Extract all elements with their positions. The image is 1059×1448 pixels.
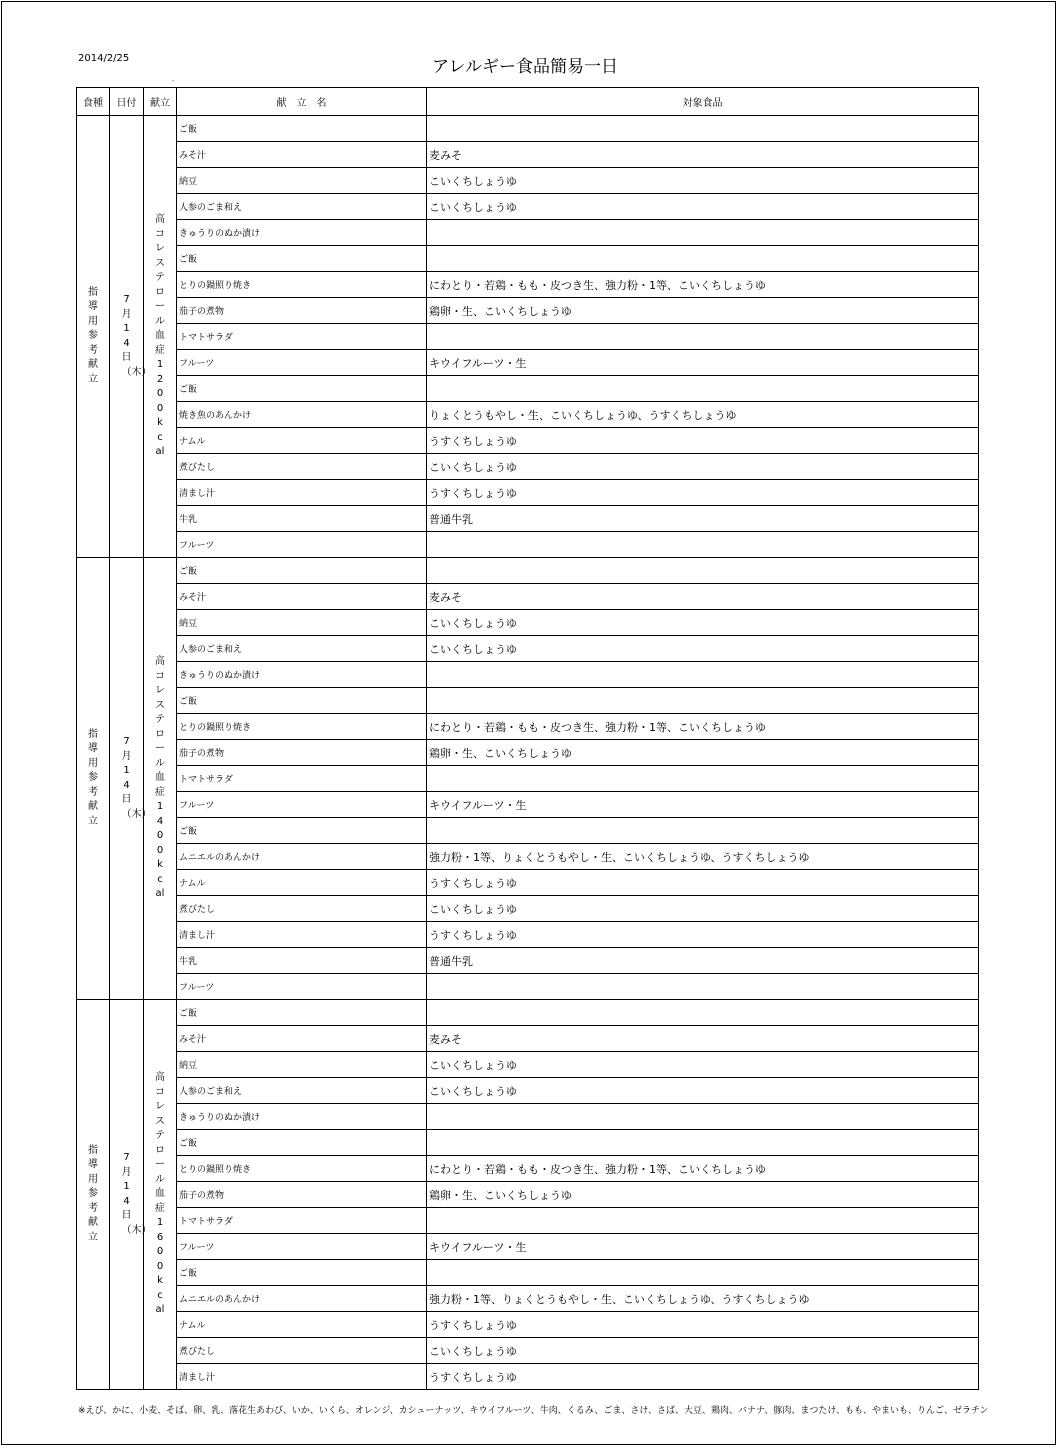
dish-name-cell: ご飯 — [177, 1000, 427, 1026]
table-row — [77, 766, 979, 792]
dish-name-cell: ご飯 — [177, 818, 427, 844]
target-food-cell — [427, 974, 979, 1000]
dish-name-cell: みそ汁 — [177, 584, 427, 610]
target-food-cell: 鶏卵・生、こいくちしょうゆ — [427, 298, 979, 324]
dish-name-cell: 煮びたし — [177, 896, 427, 922]
target-food-cell — [427, 116, 979, 142]
target-food-cell — [427, 376, 979, 402]
date-cell — [110, 558, 152, 1000]
target-food-cell — [427, 246, 979, 272]
table-row — [77, 636, 979, 662]
target-food-cell: こいくちしょうゆ — [427, 1338, 979, 1364]
target-food-cell — [427, 766, 979, 792]
col-header-meal-type: 食種 — [77, 88, 110, 116]
table-row — [77, 1338, 979, 1364]
table-row — [77, 350, 979, 376]
meal-type-cell-text: 指導用参考献立 — [88, 728, 98, 827]
dish-name-cell: ナムル — [177, 1312, 427, 1338]
dish-name-cell: 煮びたし — [177, 454, 427, 480]
target-food-cell: 強力粉・1等、りょくとうもやし・生、こいくちしょうゆ、うすくちしょうゆ — [427, 844, 979, 870]
table-row — [77, 896, 979, 922]
table-body — [77, 116, 979, 1390]
table-row — [77, 1130, 979, 1156]
dish-name-cell: 人参のごま和え — [177, 636, 427, 662]
dish-name-cell: トマトサラダ — [177, 766, 427, 792]
table-row — [77, 454, 979, 480]
target-food-cell: うすくちしょうゆ — [427, 1312, 979, 1338]
table-row — [77, 1208, 979, 1234]
target-food-cell: うすくちしょうゆ — [427, 480, 979, 506]
table-row — [77, 246, 979, 272]
target-food-cell: 強力粉・1等、りょくとうもやし・生、こいくちしょうゆ、うすくちしょうゆ — [427, 1286, 979, 1312]
dish-name-cell: みそ汁 — [177, 1026, 427, 1052]
dish-name-cell: 人参のごま和え — [177, 194, 427, 220]
table-row — [77, 1234, 979, 1260]
menu-cell-text: 高コレステロール血症1600kcal — [155, 1072, 165, 1316]
table-row — [77, 272, 979, 298]
target-food-cell — [427, 1260, 979, 1286]
dish-name-cell: ご飯 — [177, 376, 427, 402]
target-food-cell — [427, 688, 979, 714]
target-food-cell: うすくちしょうゆ — [427, 1364, 979, 1390]
dish-name-cell: フルーツ — [177, 350, 427, 376]
dish-name-cell: きゅうりのぬか漬け — [177, 220, 427, 246]
dish-name-cell: ご飯 — [177, 116, 427, 142]
stray-dot: . — [172, 75, 175, 83]
target-food-cell: うすくちしょうゆ — [427, 428, 979, 454]
col-header-dish-name: 献 立 名 — [177, 88, 427, 116]
table-row — [77, 220, 979, 246]
dish-name-cell: フルーツ — [177, 974, 427, 1000]
dish-name-cell: みそ汁 — [177, 142, 427, 168]
target-food-cell: こいくちしょうゆ — [427, 896, 979, 922]
target-food-cell: 麦みそ — [427, 584, 979, 610]
table-row — [77, 428, 979, 454]
dish-name-cell: 煮びたし — [177, 1338, 427, 1364]
table-row — [77, 194, 979, 220]
target-food-cell: うすくちしょうゆ — [427, 870, 979, 896]
table-row — [77, 610, 979, 636]
col-header-date: 日付 — [110, 88, 144, 116]
table-row — [77, 1312, 979, 1338]
dish-name-cell: 茄子の煮物 — [177, 298, 427, 324]
table-row — [77, 714, 979, 740]
dish-name-cell: きゅうりのぬか漬け — [177, 662, 427, 688]
target-food-cell: にわとり・若鶏・もも・皮つき生、強力粉・1等、こいくちしょうゆ — [427, 272, 979, 298]
dish-name-cell: 清まし汁 — [177, 922, 427, 948]
target-food-cell — [427, 1000, 979, 1026]
target-food-cell — [427, 818, 979, 844]
menu-cell — [144, 1000, 177, 1390]
dish-name-cell: 納豆 — [177, 610, 427, 636]
page-title: アレルギー食品簡易一日 — [432, 57, 618, 77]
dish-name-cell: フルーツ — [177, 792, 427, 818]
dish-name-cell: フルーツ — [177, 1234, 427, 1260]
allergy-table — [76, 87, 979, 1390]
menu-cell-text: 高コレステロール血症1200kcal — [155, 214, 165, 458]
target-food-cell — [427, 558, 979, 584]
meal-type-cell — [77, 116, 110, 558]
table-row — [77, 1182, 979, 1208]
table-row — [77, 1104, 979, 1130]
target-food-cell: キウイフルーツ・生 — [427, 1234, 979, 1260]
target-food-cell: こいくちしょうゆ — [427, 1052, 979, 1078]
target-food-cell: にわとり・若鶏・もも・皮つき生、強力粉・1等、こいくちしょうゆ — [427, 714, 979, 740]
table-row — [77, 402, 979, 428]
table-row — [77, 168, 979, 194]
target-food-cell: 麦みそ — [427, 1026, 979, 1052]
dish-name-cell: 茄子の煮物 — [177, 1182, 427, 1208]
target-food-cell: 普通牛乳 — [427, 506, 979, 532]
dish-name-cell: ご飯 — [177, 688, 427, 714]
meal-type-cell-text: 指導用参考献立 — [88, 1144, 98, 1243]
table-row — [77, 974, 979, 1000]
target-food-cell — [427, 1130, 979, 1156]
menu-cell — [144, 116, 177, 558]
col-header-menu: 献立 — [144, 88, 177, 116]
table-row — [77, 584, 979, 610]
table-row — [77, 818, 979, 844]
dish-name-cell: とりの鍋照り焼き — [177, 1156, 427, 1182]
table-row — [77, 142, 979, 168]
target-food-cell — [427, 532, 979, 558]
target-food-cell: 普通牛乳 — [427, 948, 979, 974]
dish-name-cell: 茄子の煮物 — [177, 740, 427, 766]
table-row — [77, 324, 979, 350]
target-food-cell: キウイフルーツ・生 — [427, 350, 979, 376]
meal-type-cell-text: 指導用参考献立 — [88, 286, 98, 385]
date-cell — [110, 1000, 152, 1390]
table-row — [77, 116, 979, 142]
table-row — [77, 870, 979, 896]
table-row — [77, 298, 979, 324]
target-food-cell: こいくちしょうゆ — [427, 636, 979, 662]
target-food-cell: こいくちしょうゆ — [427, 194, 979, 220]
dish-name-cell: 焼き魚のあんかけ — [177, 402, 427, 428]
dish-name-cell: とりの鍋照り焼き — [177, 714, 427, 740]
target-food-cell: こいくちしょうゆ — [427, 168, 979, 194]
print-date: 2014/2/25 — [78, 53, 130, 64]
date-cell-text: 7月14日（木） — [121, 1152, 152, 1236]
dish-name-cell: 人参のごま和え — [177, 1078, 427, 1104]
table-row — [77, 1156, 979, 1182]
table-row — [77, 1260, 979, 1286]
dish-name-cell: トマトサラダ — [177, 324, 427, 350]
table-row — [77, 480, 979, 506]
table-row — [77, 922, 979, 948]
target-food-cell: りょくとうもやし・生、こいくちしょうゆ、うすくちしょうゆ — [427, 402, 979, 428]
target-food-cell — [427, 324, 979, 350]
target-food-cell — [427, 220, 979, 246]
date-cell — [110, 116, 152, 558]
table-row — [77, 1000, 979, 1026]
dish-name-cell: 清まし汁 — [177, 480, 427, 506]
dish-name-cell: 牛乳 — [177, 506, 427, 532]
menu-cell-text: 高コレステロール血症1400kcal — [155, 656, 165, 900]
table-row — [77, 1286, 979, 1312]
allergen-footnote: ※えび、かに、小麦、そば、卵、乳、落花生あわび、いか、いくら、オレンジ、カシューナッツ、キウイフルーツ、牛肉、くるみ、ごま、さけ、さば、大豆、鶏肉、バナナ、豚肉、まつたけ、もも、やまいも、りんご、ゼラチン — [78, 1406, 989, 1416]
target-food-cell: キウイフルーツ・生 — [427, 792, 979, 818]
table-row — [77, 506, 979, 532]
dish-name-cell: ご飯 — [177, 558, 427, 584]
target-food-cell — [427, 1104, 979, 1130]
dish-name-cell: ムニエルのあんかけ — [177, 1286, 427, 1312]
dish-name-cell: ムニエルのあんかけ — [177, 844, 427, 870]
dish-name-cell: 納豆 — [177, 1052, 427, 1078]
dish-name-cell: ご飯 — [177, 1260, 427, 1286]
table-row — [77, 844, 979, 870]
dish-name-cell: トマトサラダ — [177, 1208, 427, 1234]
table-row — [77, 948, 979, 974]
table-row — [77, 688, 979, 714]
table-row — [77, 1364, 979, 1390]
date-cell-text: 7月14日（木） — [121, 294, 152, 378]
target-food-cell: うすくちしょうゆ — [427, 922, 979, 948]
target-food-cell — [427, 662, 979, 688]
dish-name-cell: ご飯 — [177, 1130, 427, 1156]
table-row — [77, 376, 979, 402]
meal-type-cell — [77, 1000, 110, 1390]
table-row — [77, 1078, 979, 1104]
dish-name-cell: 清まし汁 — [177, 1364, 427, 1390]
table-row — [77, 792, 979, 818]
table-row — [77, 740, 979, 766]
col-header-target-food: 対象食品 — [427, 88, 979, 116]
table-row — [77, 532, 979, 558]
target-food-cell: にわとり・若鶏・もも・皮つき生、強力粉・1等、こいくちしょうゆ — [427, 1156, 979, 1182]
dish-name-cell: ナムル — [177, 870, 427, 896]
target-food-cell: こいくちしょうゆ — [427, 1078, 979, 1104]
target-food-cell: こいくちしょうゆ — [427, 454, 979, 480]
table-row — [77, 1026, 979, 1052]
menu-cell — [144, 558, 177, 1000]
dish-name-cell: ご飯 — [177, 246, 427, 272]
meal-type-cell — [77, 558, 110, 1000]
dish-name-cell: ナムル — [177, 428, 427, 454]
target-food-cell: 麦みそ — [427, 142, 979, 168]
target-food-cell — [427, 1208, 979, 1234]
table-row — [77, 1052, 979, 1078]
table-row — [77, 662, 979, 688]
table-header-row — [77, 88, 979, 116]
dish-name-cell: とりの鍋照り焼き — [177, 272, 427, 298]
table-row — [77, 558, 979, 584]
target-food-cell: こいくちしょうゆ — [427, 610, 979, 636]
dish-name-cell: 納豆 — [177, 168, 427, 194]
dish-name-cell: 牛乳 — [177, 948, 427, 974]
target-food-cell: 鶏卵・生、こいくちしょうゆ — [427, 740, 979, 766]
dish-name-cell: フルーツ — [177, 532, 427, 558]
target-food-cell: 鶏卵・生、こいくちしょうゆ — [427, 1182, 979, 1208]
date-cell-text: 7月14日（木） — [121, 736, 152, 820]
dish-name-cell: きゅうりのぬか漬け — [177, 1104, 427, 1130]
